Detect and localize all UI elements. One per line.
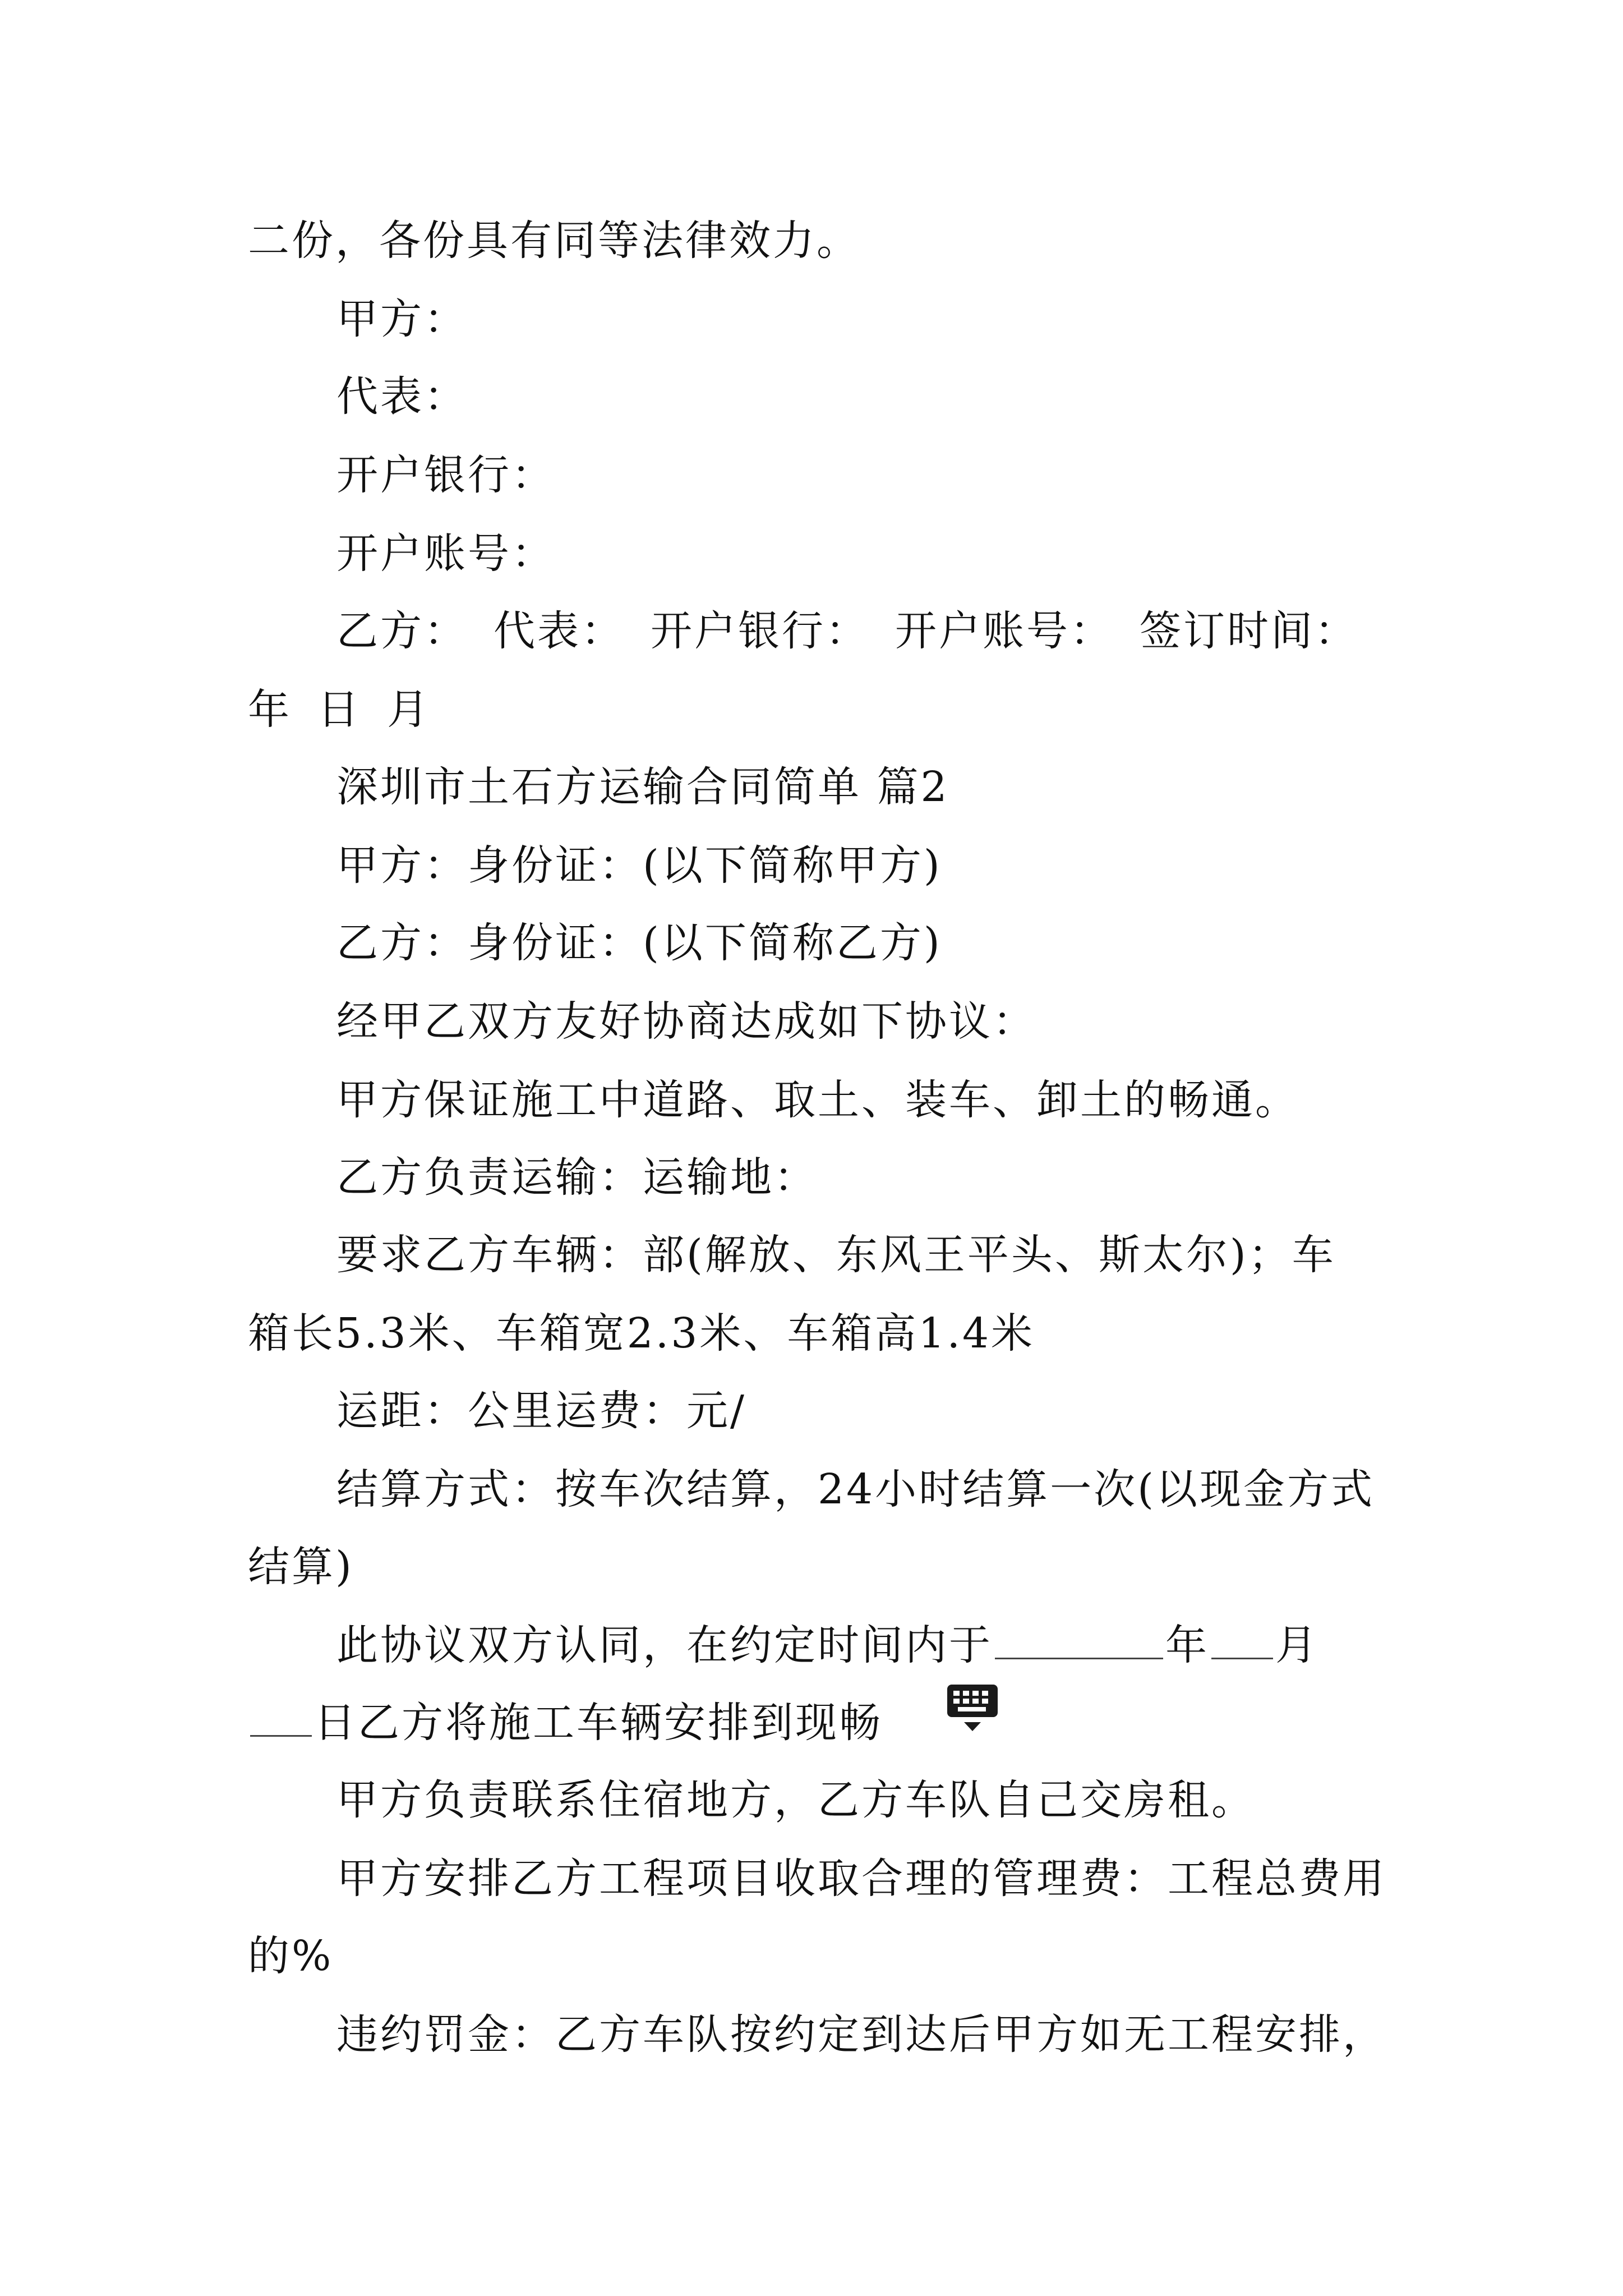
party-b-bank-label: 开户银行： [651, 607, 869, 655]
clause-vehicles-cont: 箱长5.3米、车箱宽2.3米、车箱高1.4米 [248, 1309, 1035, 1358]
keyboard-icon[interactable] [946, 1683, 999, 1733]
month-label: 月 [387, 685, 431, 734]
party-b-label: 乙方： [336, 607, 468, 655]
clause-accommodation: 甲方负责联系住宿地方，乙方车队自己交房租。 [336, 1776, 1255, 1824]
day-label: 日 [317, 685, 361, 734]
party-a-id-line: 甲方：身份证：(以下简称甲方) [336, 841, 942, 890]
signing-date-label: 签订时间： [1140, 607, 1358, 655]
clause-management-fee-cont: 的% [248, 1932, 334, 1980]
party-b-id-line: 乙方：身份证：(以下简称乙方) [336, 919, 942, 967]
year-blank [995, 1653, 1163, 1659]
clause-settlement-cont: 结算) [248, 1543, 354, 1591]
party-b-signature-row [336, 607, 1358, 655]
date-row [248, 685, 431, 734]
year-label: 年 [248, 685, 292, 734]
schedule-text: 此协议双方认同，在约定时间内于 [336, 1621, 993, 1669]
clause-schedule-cont [248, 1699, 883, 1747]
section-heading: 深圳市土石方运输合同简单 篇2 [336, 763, 949, 811]
day-blank [250, 1731, 312, 1737]
account-label: 开户账号： [336, 530, 555, 578]
clause-vehicles: 要求乙方车辆：部(解放、东风王平头、斯太尔)；车 [336, 1231, 1336, 1279]
party-a-label: 甲方： [336, 295, 468, 343]
bank-label: 开户银行： [336, 451, 555, 499]
clause-penalty: 违约罚金：乙方车队按约定到达后甲方如无工程安排， [336, 2010, 1386, 2059]
party-b-representative-label: 代表： [494, 607, 625, 655]
schedule-month-label: 月 [1275, 1621, 1319, 1669]
clause-schedule [336, 1621, 1319, 1669]
clause-road-access: 甲方保证施工中道路、取土、装车、卸土的畅通。 [336, 1076, 1299, 1124]
agreement-intro: 经甲乙双方友好协商达成如下协议： [336, 997, 1036, 1046]
clause-settlement: 结算方式：按车次结算，24小时结算一次(以现金方式 [336, 1465, 1375, 1513]
paragraph-line: 二份，各份具有同等法律效力。 [248, 217, 860, 265]
party-b-account-label: 开户账号： [895, 607, 1114, 655]
representative-label: 代表： [336, 372, 468, 421]
clause-management-fee: 甲方安排乙方工程项目收取合理的管理费：工程总费用 [336, 1855, 1386, 1903]
clause-distance-fee: 运距：公里运费：元/ [336, 1387, 746, 1435]
schedule-cont-text: 日乙方将施工车辆安排到现畅 [314, 1699, 883, 1747]
clause-transport: 乙方负责运输：运输地： [336, 1153, 818, 1202]
month-blank [1211, 1653, 1273, 1659]
schedule-year-label: 年 [1165, 1621, 1209, 1669]
